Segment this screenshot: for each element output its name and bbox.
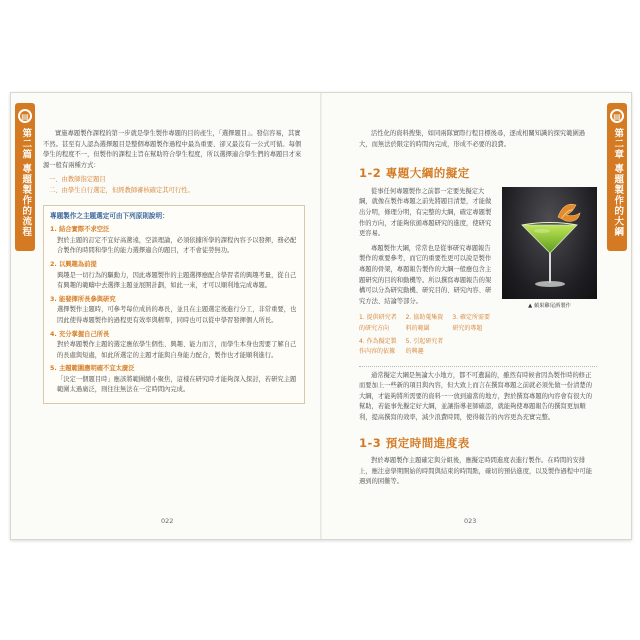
photo-caption: ▲ 蘋果雞尾酒製作 [528, 302, 571, 309]
principle-heading: 1. 結合實際不求空泛 [50, 226, 110, 234]
principle-body: 對於主題的訂定不宜好高騖遠，空談理論，必須依據所學的課程內容予以發揮，務必配合製作的時間和學生的能力選擇適合的題目，才不會徒勞無功。 [57, 236, 297, 255]
divider [359, 366, 597, 367]
objective-item: 1. 提供研究者的研究方向 [359, 314, 397, 332]
chapter-tab-right [607, 103, 627, 251]
section-paragraph: 從事任何專題製作之前都一定要先擬定大綱，就像在製作專題之前先將題目清楚，才能做出分明，條理分明，有完整的大綱，確定專題製作的方向，才能夠依循專題研究的進度，使研究更容易。 [359, 187, 492, 238]
left-text-column [43, 129, 305, 404]
top-paragraph: 活性化的資料搜集，如同兩隊實際行程目標後尋，逐成相關知識的探究範圍過大，而無法於限定的時間內完成，形成不必要的浪費。 [359, 130, 586, 148]
principles-title: 專題製作之主題選定可由下列原則說明： [50, 211, 169, 220]
book-spread [10, 92, 632, 540]
principle-body: 「決定一個題目時」應該將範圍縮小聚焦，這樣在研究時才能夠深入探討，若研究主題範圍太過廣泛，則往往無法在一定時間內完成。 [57, 375, 297, 394]
principle-heading: 3. 能發揮所長參與研究 [50, 295, 116, 303]
right-page [322, 93, 631, 539]
principle-body: 興趣是一切行為的驅動力，因此專題製作的主題選擇應配合學習者的興趣考量，從自己有興趣的範疇中去選擇主題並展開計劃，如此一來，才可以順利地完成專題。 [57, 271, 297, 290]
section-heading: 1-2 專題大綱的擬定 [359, 166, 470, 181]
principle-body: 對於專題製作主題的選定應依學生個性、興趣、能力而言，而學生本身也需要了解自己的長處與短處，如此所選定的主題才能與自身能力配合，製作也才能順利進行。 [57, 341, 297, 359]
page-number: 022 [161, 517, 174, 525]
section-paragraph: 對於專題製作主題確定與分組後，應擬定時間進度表進行製作。在時間的安排上，應注意學期開始的時間與結束的時間點，確切的預估進度，以及製作過程中可能遇到的困難等。 [359, 457, 592, 486]
chapter-tab-text: 第二章 專題製作的大綱 [612, 128, 624, 238]
cocktail-figure [502, 187, 597, 312]
book-icon: ▤ [18, 109, 32, 123]
intro-paragraph: 實施專題製作課程的第一步就是學生製作專題的目的產生，「選擇題目」。發信容易，其實不然。甚至有人認為選擇題目是整個專題製作過程中最為重要、卻又最沒有一公式可循。每個學生的程度不一，但製作的課程主旨在幫助符合學生程度，所以選擇適合學生們的專題目才來源一般有兩種方式： [43, 130, 302, 169]
method-list [43, 175, 305, 196]
chapter-tab-text: 第二篇 專題製作的流程 [20, 128, 32, 238]
page-number: 023 [464, 517, 477, 525]
principle-heading: 2. 以興趣為前提 [50, 260, 97, 268]
section-paragraph: 通常擬定大綱是無論大小地方，都不可遺漏的，雖然有時候會因為製作時的修正而要加上一些新的項目與內容，但大致上而言在撰寫專題之前就必須先做一份清楚的大綱，才能夠將所需要的資料一一放到適當的地方，對於撰寫專題的內容會有很大的幫助，若能事先擬定好大綱，並讓指導老師確認，就能夠使專題報告的撰寫更加順利，提高撰寫的效率，減少浪費時間，使得報告的內容更為充實完整。 [359, 371, 592, 422]
principles-box [43, 205, 305, 405]
principle-heading: 4. 充分掌握自己所長 [50, 330, 110, 338]
principle-body: 選擇製作主題時，可參考每位成員的專長，並且在主題選定後進行分工，非常重要，也因此使得專題製作的過程更有效率與精準，同時也可以從中學習發揮個人所長。 [57, 306, 297, 324]
chapter-tab-left [15, 103, 35, 251]
method-item: 二、由學生自行選定，但經教師審核確定其可行性。 [49, 186, 194, 194]
cocktail-photo [502, 187, 597, 299]
right-text-column [359, 129, 597, 492]
book-icon: ▤ [610, 109, 624, 123]
section-heading: 1-3 預定時間進度表 [359, 435, 470, 450]
cocktail-glass-illustration [502, 187, 597, 299]
objectives-list [359, 313, 495, 357]
objective-item: 4. 作為擬定製作內容的依據 [359, 337, 397, 356]
objective-item: 3. 確定所需要研究的專題 [452, 314, 490, 332]
left-page [11, 93, 321, 539]
objective-item: 2. 協助蒐集資料的範圍 [405, 314, 444, 332]
objective-item: 5. 引起研究者的興趣 [405, 337, 444, 356]
method-item: 一、由教師指定題目 [49, 176, 106, 184]
section-paragraph: 專題製作大綱，常常也是從事研究專題報告製作的重要參考，而它的重要性更可以說是製作專題的骨架，專題報告製作的大綱一般應包含主題研究的目的和動機等。所以撰寫專題報告的架構可以分為研究動機、研究目的、研究內容、研究方法、結論等部分。 [359, 244, 492, 305]
principle-heading: 5. 主題範圍應明確不宜太廣泛 [50, 365, 135, 373]
